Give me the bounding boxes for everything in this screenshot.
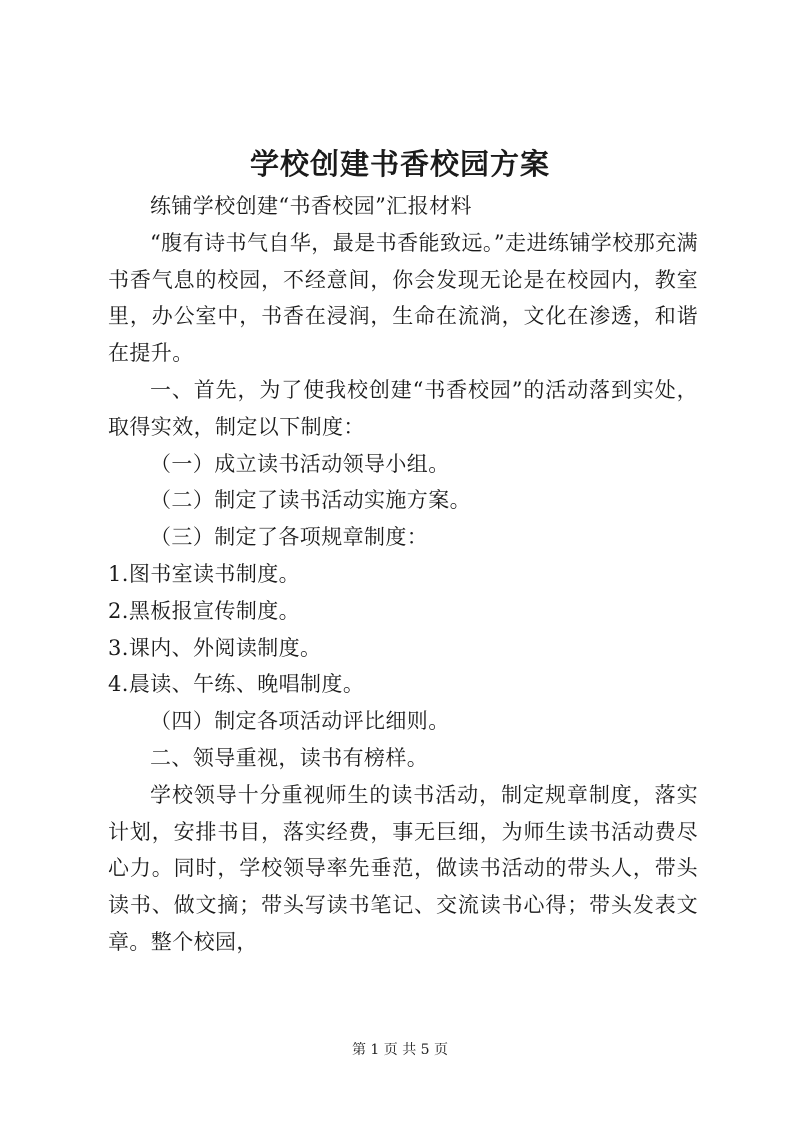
list-item: （一）成立读书活动领导小组。 bbox=[150, 451, 450, 476]
paragraph-section-one: 一、首先，为了使我校创建“书香校园”的活动落到实处，取得实效，制定以下制度： bbox=[108, 377, 698, 439]
page-number: 第 1 页 共 5 页 bbox=[351, 1042, 449, 1058]
list-item: （三）制定了各项规章制度： bbox=[150, 525, 429, 550]
paragraph-body: 学校领导十分重视师生的读书活动，制定规章制度，落实计划，安排书目，落实经费，事无巨细，为师生读书活动费尽心力。同时，学校领导率先垂范，做读书活动的带头人，带头读书、做文摘；带头写读书笔记、交流读书心得；带头发表文章。整个校园， bbox=[108, 782, 698, 954]
paragraph-intro: “腹有诗书气自华，最是书香能致远。”走进练铺学校那充满书香气息的校园，不经意间，你会发现无论是在校园内，教室里，办公室中，书香在浸润，生命在流淌，文化在渗透，和谐在提升。 bbox=[108, 230, 698, 366]
paragraph-section-two: 二、领导重视，读书有榜样。 bbox=[150, 745, 429, 770]
numbered-item: 4.晨读、午练、晚唱制度。 bbox=[108, 672, 365, 697]
list-item: （四）制定各项活动评比细则。 bbox=[150, 709, 450, 734]
numbered-item: 2.黑板报宣传制度。 bbox=[108, 598, 301, 623]
list-item: （二）制定了读书活动实施方案。 bbox=[150, 488, 471, 513]
document-body bbox=[108, 188, 698, 961]
numbered-item: 3.课内、外阅读制度。 bbox=[108, 635, 322, 660]
paragraph-subtitle: 练铺学校创建“书香校园”汇报材料 bbox=[150, 194, 472, 218]
numbered-item: 1.图书室读书制度。 bbox=[108, 561, 301, 586]
document-title: 学校创建书香校园方案 bbox=[249, 147, 550, 181]
